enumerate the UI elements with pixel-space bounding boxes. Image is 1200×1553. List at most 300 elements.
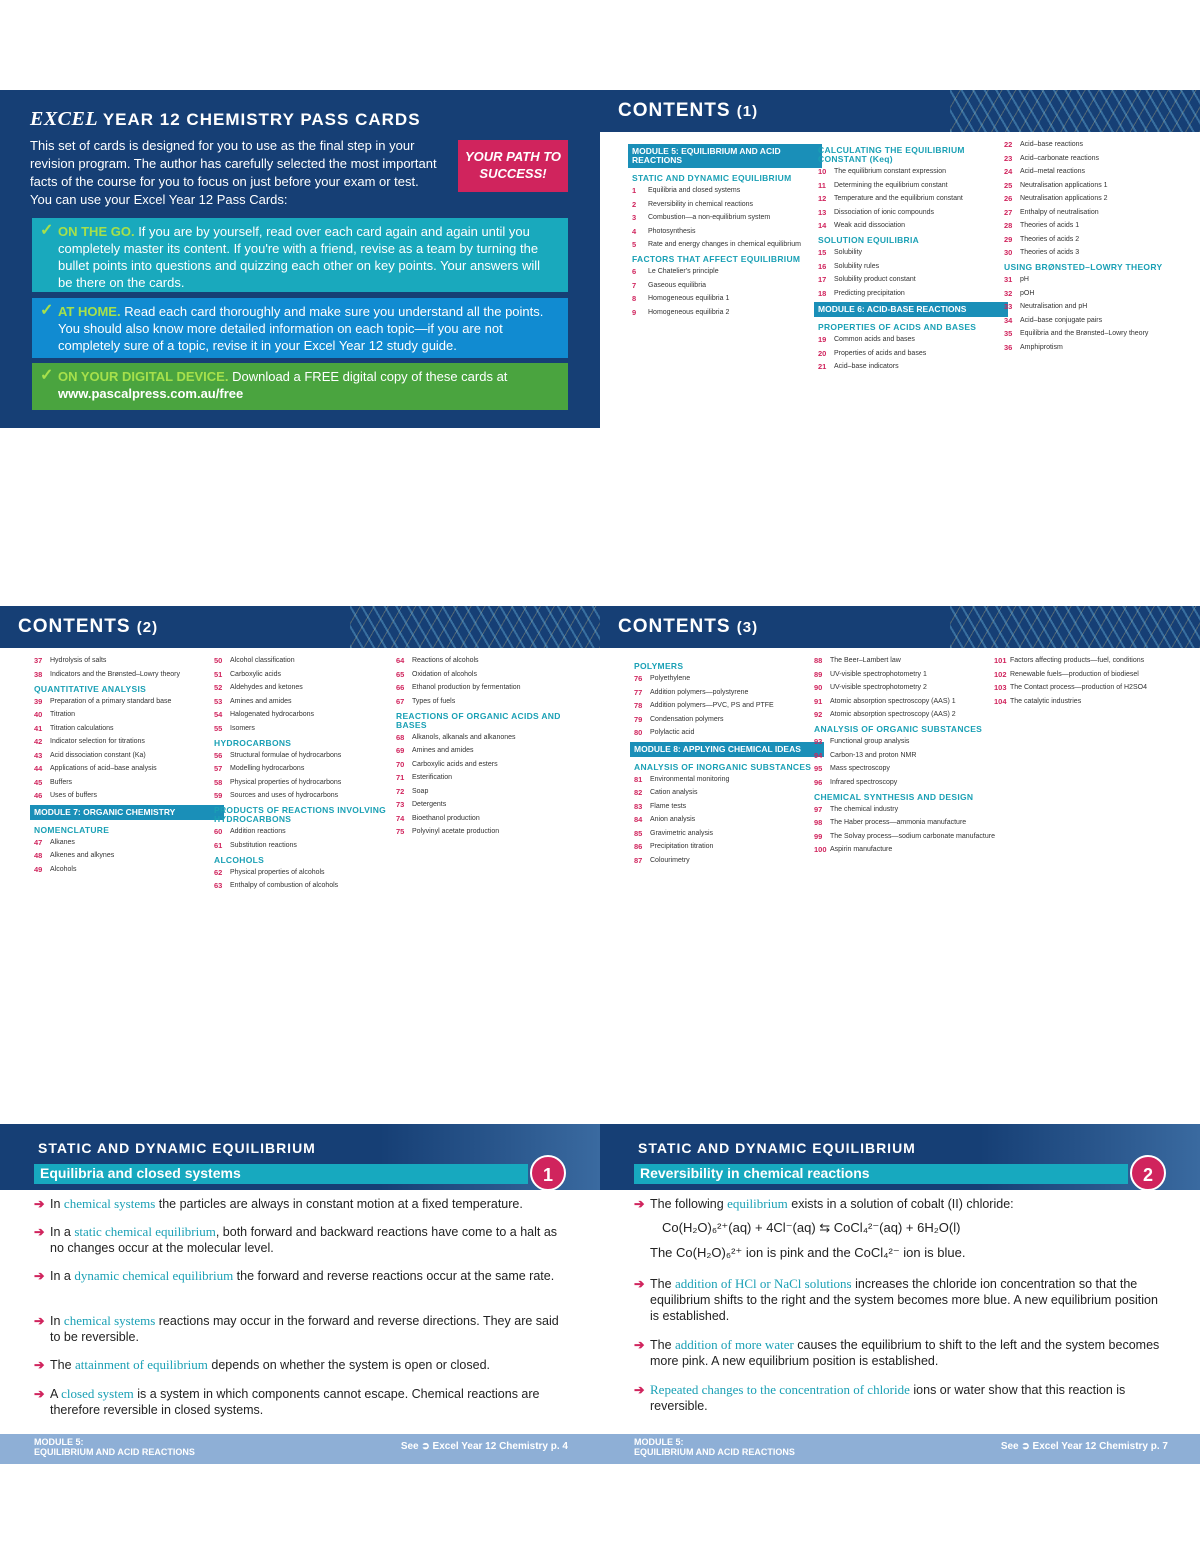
contents-item[interactable] [396, 746, 586, 755]
item-number: 46 [34, 791, 43, 800]
contents-item[interactable] [34, 656, 224, 665]
item-title: Buffers [50, 778, 73, 786]
contents-item[interactable] [1004, 275, 1194, 284]
item-number: 28 [1004, 221, 1013, 230]
item-number: 2 [632, 199, 637, 209]
item-number: 13 [818, 207, 827, 217]
contents-item[interactable] [214, 881, 404, 890]
contents-item[interactable] [818, 167, 1008, 176]
contents-item[interactable] [396, 656, 586, 665]
item-number: 11 [818, 180, 826, 190]
item-title: Physical properties of hydrocarbons [230, 778, 342, 786]
item-number: 35 [1004, 329, 1013, 338]
item-number: 89 [814, 669, 823, 679]
item-number: 80 [634, 728, 643, 737]
item-title: Properties of acids and bases [834, 349, 927, 357]
arrow-icon: ➔ [34, 1197, 45, 1211]
contents-card-1 [600, 90, 1200, 428]
item-title: Cation analysis [650, 789, 698, 796]
contents-item[interactable] [634, 701, 824, 710]
section-heading: QUANTITATIVE ANALYSIS [34, 683, 147, 694]
item-number: 87 [634, 855, 643, 865]
arrow-icon: ➔ [634, 1338, 645, 1352]
contents-item[interactable] [632, 308, 822, 317]
contents-column [994, 656, 1184, 710]
contents-item[interactable] [34, 737, 224, 746]
contents-item[interactable] [634, 674, 824, 683]
contents-item[interactable] [814, 764, 1004, 773]
contents-item[interactable] [396, 683, 586, 692]
item-title: Alkenes and alkynes [50, 852, 115, 859]
contents-item[interactable] [214, 751, 404, 760]
contents-item[interactable] [632, 213, 822, 222]
item-number: 40 [34, 710, 43, 719]
contents-column [634, 656, 824, 869]
module-heading: MODULE 6: ACID-BASE REACTIONS [814, 302, 1008, 317]
item-title: Acid–base conjugate pairs [1020, 316, 1103, 324]
contents-item[interactable] [634, 775, 824, 784]
success-badge: YOUR PATH TO SUCCESS! [458, 140, 568, 192]
contents-item[interactable] [396, 733, 586, 742]
item-title: Atomic absorption spectroscopy (AAS) 2 [830, 711, 956, 718]
item-title: Flame tests [650, 802, 687, 810]
contents-item[interactable] [818, 362, 1008, 371]
item-number: 68 [396, 732, 405, 742]
contents-item[interactable] [34, 670, 224, 679]
item-title: The Beer–Lambert law [830, 657, 901, 664]
contents-item[interactable] [818, 349, 1008, 358]
contents-item[interactable] [814, 805, 1004, 814]
contents-item[interactable] [814, 737, 1004, 746]
chemical-equation: Co(H₂O)₆²⁺(aq) + 4Cl⁻(aq) ⇆ CoCl₄²⁻(aq) + 6H₂O(l) [662, 1220, 961, 1235]
item-number: 19 [818, 335, 827, 344]
contents-item[interactable] [1004, 221, 1194, 230]
item-title: Precipitation titration [650, 843, 714, 850]
contents-item[interactable] [994, 656, 1184, 665]
item-number: 70 [396, 759, 405, 769]
item-title: Modelling hydrocarbons [230, 765, 305, 772]
contents-item[interactable] [214, 764, 404, 773]
item-title: Solubility rules [834, 262, 880, 270]
contents-item[interactable] [632, 200, 822, 209]
contents-item[interactable] [396, 800, 586, 809]
contents-item[interactable] [396, 787, 586, 796]
contents-item[interactable] [1004, 140, 1194, 149]
contents-item[interactable] [818, 335, 1008, 344]
bullet: ➔ A closed system is a system in which components cannot escape. Chemical reactions are therefore reversible in closed systems. [34, 1386, 540, 1417]
item-number: 9 [632, 307, 637, 317]
contents-item[interactable] [632, 227, 822, 236]
contents-item[interactable] [634, 715, 824, 724]
item-title: Equilibria and the Brønsted–Lowry theory [1020, 330, 1149, 337]
item-number: 90 [814, 683, 823, 692]
item-number: 3 [632, 213, 637, 222]
item-title: Rate and energy changes in chemical equilibrium [648, 241, 801, 248]
item-number: 76 [634, 674, 643, 683]
section-heading: ALCOHOLS [214, 854, 265, 865]
section-heading: POLYMERS [634, 661, 684, 671]
item-title: Structural formulae of hydrocarbons [230, 751, 342, 759]
item-title: Types of fuels [412, 697, 456, 705]
contents-item[interactable] [818, 194, 1008, 203]
item-title: Esterification [412, 774, 453, 781]
contents-item[interactable] [814, 656, 1004, 665]
item-number: 58 [214, 777, 223, 787]
item-number: 8 [632, 294, 637, 303]
section-heading: CHEMICAL SYNTHESIS AND DESIGN [814, 791, 974, 802]
contents-item[interactable] [634, 829, 824, 838]
item-number: 52 [214, 683, 223, 692]
item-number: 62 [214, 867, 223, 877]
contents-column [814, 656, 1004, 859]
item-title: Renewable fuels—production of biodiesel [1010, 670, 1139, 678]
contents-item[interactable] [634, 688, 824, 697]
contents-item[interactable] [1004, 329, 1194, 338]
item-title: The equilibrium constant expression [834, 168, 947, 175]
item-number: 92 [814, 710, 823, 719]
pass-card-2 [600, 1124, 1200, 1464]
item-title: Oxidation of alcohols [412, 670, 477, 678]
contents-item[interactable] [634, 842, 824, 851]
band-at-home: ✓ AT HOME. Read each card thoroughly and make sure you understand all the points. You should also know more detailed information on each topic—if you are not completely sure of a topic, revise it in your Excel Year 12 study guide. [32, 298, 568, 358]
contents-item[interactable] [1004, 235, 1194, 244]
contents-item[interactable] [814, 683, 1004, 692]
check-icon: ✓ [40, 302, 54, 319]
contents-item[interactable] [1004, 208, 1194, 217]
intro-title: EXCEL YEAR 12 CHEMISTRY PASS CARDS [30, 108, 421, 130]
item-title: Soap [412, 787, 429, 795]
contents-item[interactable] [214, 670, 404, 679]
contents-item[interactable] [1004, 289, 1194, 298]
item-title: Isomers [230, 724, 255, 732]
contents-item[interactable] [34, 778, 224, 787]
contents-item[interactable] [634, 728, 824, 737]
contents-item[interactable] [818, 248, 1008, 257]
item-title: Acid dissociation constant (Ka) [50, 751, 146, 759]
card-header: STATIC AND DYNAMIC EQUILIBRIUM Reversibility in chemical reactions [600, 1124, 1200, 1190]
item-number: 7 [632, 280, 637, 290]
contents-item[interactable] [818, 289, 1008, 298]
bullet: ➔ In chemical systems the particles are always in constant motion at a fixed temperature. [34, 1196, 523, 1211]
item-title: Alcohol classification [230, 657, 295, 664]
item-title: UV-visible spectrophotometry 2 [830, 684, 927, 691]
item-title: Theories of acids 1 [1020, 222, 1080, 229]
item-number: 15 [818, 248, 827, 257]
item-number: 94 [814, 750, 823, 760]
contents-item[interactable] [396, 760, 586, 769]
item-number: 48 [34, 851, 43, 860]
item-number: 50 [214, 656, 223, 665]
contents-item[interactable] [1004, 316, 1194, 325]
item-number: 25 [1004, 180, 1013, 190]
item-title: Homogeneous equilibria 1 [648, 295, 730, 302]
contents-item[interactable] [34, 697, 224, 706]
contents-item[interactable] [818, 208, 1008, 217]
item-title: Enthalpy of neutralisation [1020, 208, 1099, 216]
contents-column [396, 656, 586, 841]
item-title: Solubility [834, 249, 863, 256]
item-number: 54 [214, 710, 223, 719]
contents-item[interactable] [994, 670, 1184, 679]
contents-item[interactable] [214, 724, 404, 733]
contents-item[interactable] [214, 778, 404, 787]
item-number: 5 [632, 240, 637, 249]
contents-item[interactable] [1004, 302, 1194, 311]
item-number: 82 [634, 788, 643, 797]
item-number: 32 [1004, 288, 1013, 298]
contents-column [214, 656, 404, 895]
contents-item[interactable] [214, 656, 404, 665]
item-title: Sources and uses of hydrocarbons [230, 792, 339, 799]
item-number: 47 [34, 837, 43, 847]
item-title: Alcohols [50, 865, 77, 873]
contents-item[interactable] [814, 778, 1004, 787]
bullet: ➔ In chemical systems reactions may occur in the forward and reverse directions. They are said to be reversible. [34, 1313, 559, 1344]
section-heading: STATIC AND DYNAMIC EQUILIBRIUM [632, 173, 792, 183]
item-number: 72 [396, 786, 405, 796]
module-heading: MODULE 5: EQUILIBRIUM AND ACID REACTIONS [628, 144, 822, 168]
item-number: 27 [1004, 207, 1013, 217]
item-number: 22 [1004, 140, 1013, 149]
item-number: 64 [396, 656, 405, 665]
contents-item[interactable] [814, 697, 1004, 706]
contents-item[interactable] [814, 710, 1004, 719]
item-title: Anion analysis [650, 816, 696, 823]
contents-item[interactable] [214, 683, 404, 692]
molecule-image [950, 90, 1200, 132]
item-title: Addition reactions [230, 828, 286, 835]
contents-item[interactable] [214, 697, 404, 706]
item-title: The catalytic industries [1010, 697, 1082, 705]
item-number: 67 [396, 696, 405, 706]
item-title: Colourimetry [650, 856, 690, 864]
item-number: 33 [1004, 302, 1013, 311]
contents-item[interactable] [34, 791, 224, 800]
item-number: 26 [1004, 194, 1013, 203]
item-number: 57 [214, 764, 223, 773]
contents-item[interactable] [1004, 194, 1194, 203]
section-heading: CALCULATING THE EQUILIBRIUM CONSTANT (Keq) [818, 145, 965, 164]
pass-card-1 [0, 1124, 600, 1464]
item-number: 101 [994, 656, 1007, 665]
contents-item[interactable] [634, 802, 824, 811]
item-title: Preparation of a primary standard base [50, 697, 172, 705]
contents-item[interactable] [1004, 248, 1194, 257]
download-link[interactable]: www.pascalpress.com.au/free [58, 386, 244, 401]
item-title: Determining the equilibrium constant [834, 181, 948, 189]
card-number: 1 [530, 1155, 566, 1191]
item-title: Mass spectroscopy [830, 765, 890, 772]
item-title: Addition polymers—polystyrene [650, 688, 749, 696]
item-title: Indicators and the Brønsted–Lowry theory [50, 670, 180, 678]
item-number: 51 [214, 669, 223, 679]
item-title: Carboxylic acids [230, 670, 281, 678]
contents-item[interactable] [632, 281, 822, 290]
item-number: 91 [814, 696, 823, 706]
contents-item[interactable] [1004, 154, 1194, 163]
contents-item[interactable] [34, 865, 224, 874]
band-on-the-go: ✓ ON THE GO. If you are by yourself, read over each card again and again until you completely master its content. If you're with a friend, revise as a team by turning the bullet points into questions and quizzing each other on key points. Your answers will be there on the cards. [32, 218, 568, 292]
molecule-image [950, 606, 1200, 648]
contents-item[interactable] [1004, 181, 1194, 190]
contents-card-2 [0, 606, 600, 936]
contents-item[interactable] [1004, 167, 1194, 176]
item-title: The Contact process—production of H2SO4 [1010, 684, 1147, 691]
item-number: 44 [34, 764, 43, 773]
contents-item[interactable] [34, 851, 224, 860]
item-number: 6 [632, 267, 637, 276]
item-number: 78 [634, 701, 643, 710]
contents-item[interactable] [396, 827, 586, 836]
contents-item[interactable] [818, 262, 1008, 271]
item-title: UV-visible spectrophotometry 1 [830, 670, 927, 678]
item-number: 12 [818, 194, 827, 203]
item-number: 43 [34, 750, 43, 760]
item-number: 60 [214, 827, 223, 836]
item-number: 79 [634, 714, 643, 724]
contents-item[interactable] [34, 724, 224, 733]
item-title: The chemical industry [830, 805, 899, 813]
item-number: 97 [814, 804, 823, 814]
card-footer: MODULE 5: EQUILIBRIUM AND ACID REACTIONS See ➲ Excel Year 12 Chemistry p. 4 [0, 1434, 600, 1464]
item-number: 36 [1004, 342, 1013, 352]
item-title: Polyethylene [650, 675, 691, 682]
contents-item[interactable] [214, 868, 404, 877]
item-title: Acid–base reactions [1020, 141, 1084, 148]
item-title: Carbon-13 and proton NMR [830, 751, 917, 759]
contents-item[interactable] [214, 841, 404, 850]
item-title: The Solvay process—sodium carbonate manufacture [830, 832, 995, 840]
item-number: 81 [634, 774, 643, 784]
contents-item[interactable] [396, 773, 586, 782]
item-title: Carboxylic acids and esters [412, 760, 498, 768]
item-title: pH [1020, 276, 1029, 283]
contents-title: CONTENTS (2) [0, 606, 600, 648]
item-title: Acid–base indicators [834, 363, 899, 370]
item-title: Addition polymers—PVC, PS and PTFE [650, 702, 774, 709]
item-title: Acid–carbonate reactions [1020, 154, 1099, 162]
item-title: Infrared spectroscopy [830, 778, 898, 786]
contents-item[interactable] [814, 818, 1004, 827]
item-title: Neutralisation applications 2 [1020, 195, 1108, 202]
item-number: 96 [814, 777, 823, 787]
item-title: Factors affecting products—fuel, conditions [1010, 657, 1145, 664]
contents-item[interactable] [994, 697, 1184, 706]
ion-colour-note: The Co(H₂O)₆²⁺ ion is pink and the CoCl₄²⁻ ion is blue. [650, 1245, 966, 1260]
item-title: Aspirin manufacture [830, 846, 893, 853]
item-title: The Haber process—ammonia manufacture [830, 819, 967, 826]
contents-item[interactable] [814, 832, 1004, 841]
contents-item[interactable] [34, 710, 224, 719]
item-number: 18 [818, 288, 827, 298]
item-number: 66 [396, 683, 405, 692]
check-icon: ✓ [40, 367, 54, 384]
item-title: Titration [50, 711, 76, 718]
item-number: 56 [214, 750, 223, 760]
contents-item[interactable] [814, 845, 1004, 854]
item-title: Polyvinyl acetate production [412, 828, 500, 835]
contents-item[interactable] [818, 181, 1008, 190]
item-title: Atomic absorption spectroscopy (AAS) 1 [830, 697, 956, 705]
arrow-icon: ➔ [34, 1314, 45, 1328]
contents-column [632, 140, 822, 321]
item-title: Gravimetric analysis [650, 829, 714, 837]
item-number: 71 [396, 773, 405, 782]
card-number: 2 [1130, 1155, 1166, 1191]
contents-item[interactable] [214, 827, 404, 836]
item-number: 84 [634, 815, 643, 824]
arrow-icon: ➔ [634, 1277, 645, 1291]
contents-item[interactable] [214, 791, 404, 800]
contents-item[interactable] [34, 751, 224, 760]
item-number: 61 [214, 840, 223, 850]
intro-text: This set of cards is designed for you to use as the final step in your revision program. The author has carefully selected the most important facts of the course for you to focus on just before your exam or test. You can use your Excel Year 12 Pass Cards: [30, 138, 437, 207]
item-title: Bioethanol production [412, 814, 480, 822]
item-title: Neutralisation applications 1 [1020, 181, 1108, 189]
bullet: ➔ In a static chemical equilibrium, both forward and backward reactions have come to a halt as no changes occur at the molecular level. [34, 1224, 558, 1255]
item-number: 41 [34, 723, 43, 733]
module-heading: MODULE 8: APPLYING CHEMICAL IDEAS [630, 742, 824, 757]
contents-item[interactable] [634, 815, 824, 824]
contents-item[interactable] [34, 764, 224, 773]
card-footer: MODULE 5: EQUILIBRIUM AND ACID REACTIONS See ➲ Excel Year 12 Chemistry p. 7 [600, 1434, 1200, 1464]
item-title: Detergents [412, 801, 447, 808]
item-number: 53 [214, 696, 223, 706]
contents-item[interactable] [632, 294, 822, 303]
item-number: 103 [994, 683, 1007, 692]
item-title: Hydrolysis of salts [50, 657, 107, 664]
contents-item[interactable] [634, 856, 824, 865]
contents-item[interactable] [1004, 343, 1194, 352]
item-number: 10 [818, 167, 827, 176]
item-title: Gaseous equilibria [648, 281, 706, 289]
bullet: ➔ Repeated changes to the concentration of chloride ions or water show that this reaction is reversible. [634, 1382, 1126, 1413]
contents-item[interactable] [632, 186, 822, 195]
item-title: Weak acid dissociation [834, 222, 906, 229]
item-number: 31 [1004, 275, 1013, 284]
contents-item[interactable] [396, 670, 586, 679]
item-number: 45 [34, 777, 43, 787]
item-title: Physical properties of alcohols [230, 868, 325, 876]
contents-item[interactable] [634, 788, 824, 797]
contents-item[interactable] [814, 751, 1004, 760]
contents-item[interactable] [994, 683, 1184, 692]
contents-item[interactable] [818, 275, 1008, 284]
item-title: Combustion—a non-equilibrium system [648, 214, 771, 221]
contents-item[interactable] [632, 267, 822, 276]
contents-item[interactable] [214, 710, 404, 719]
contents-item[interactable] [34, 838, 224, 847]
item-title: Alkanes [50, 838, 75, 846]
item-title: Equilibria and closed systems [648, 187, 741, 194]
contents-item[interactable] [818, 221, 1008, 230]
item-number: 88 [814, 656, 823, 665]
card-subtitle: Equilibria and closed systems [34, 1164, 528, 1184]
intro-card [0, 90, 600, 428]
item-title: Polylactic acid [650, 729, 695, 736]
item-title: Neutralisation and pH [1020, 303, 1088, 310]
contents-item[interactable] [396, 814, 586, 823]
contents-item[interactable] [814, 670, 1004, 679]
item-number: 77 [634, 687, 643, 697]
contents-item[interactable] [396, 697, 586, 706]
item-title: Enthalpy of combustion of alcohols [230, 882, 339, 889]
item-title: Amphiprotism [1020, 343, 1063, 351]
item-number: 69 [396, 746, 405, 755]
section-heading: REACTIONS OF ORGANIC ACIDS AND BASES [396, 710, 561, 730]
contents-item[interactable] [632, 240, 822, 249]
section-heading: NOMENCLATURE [34, 824, 110, 835]
